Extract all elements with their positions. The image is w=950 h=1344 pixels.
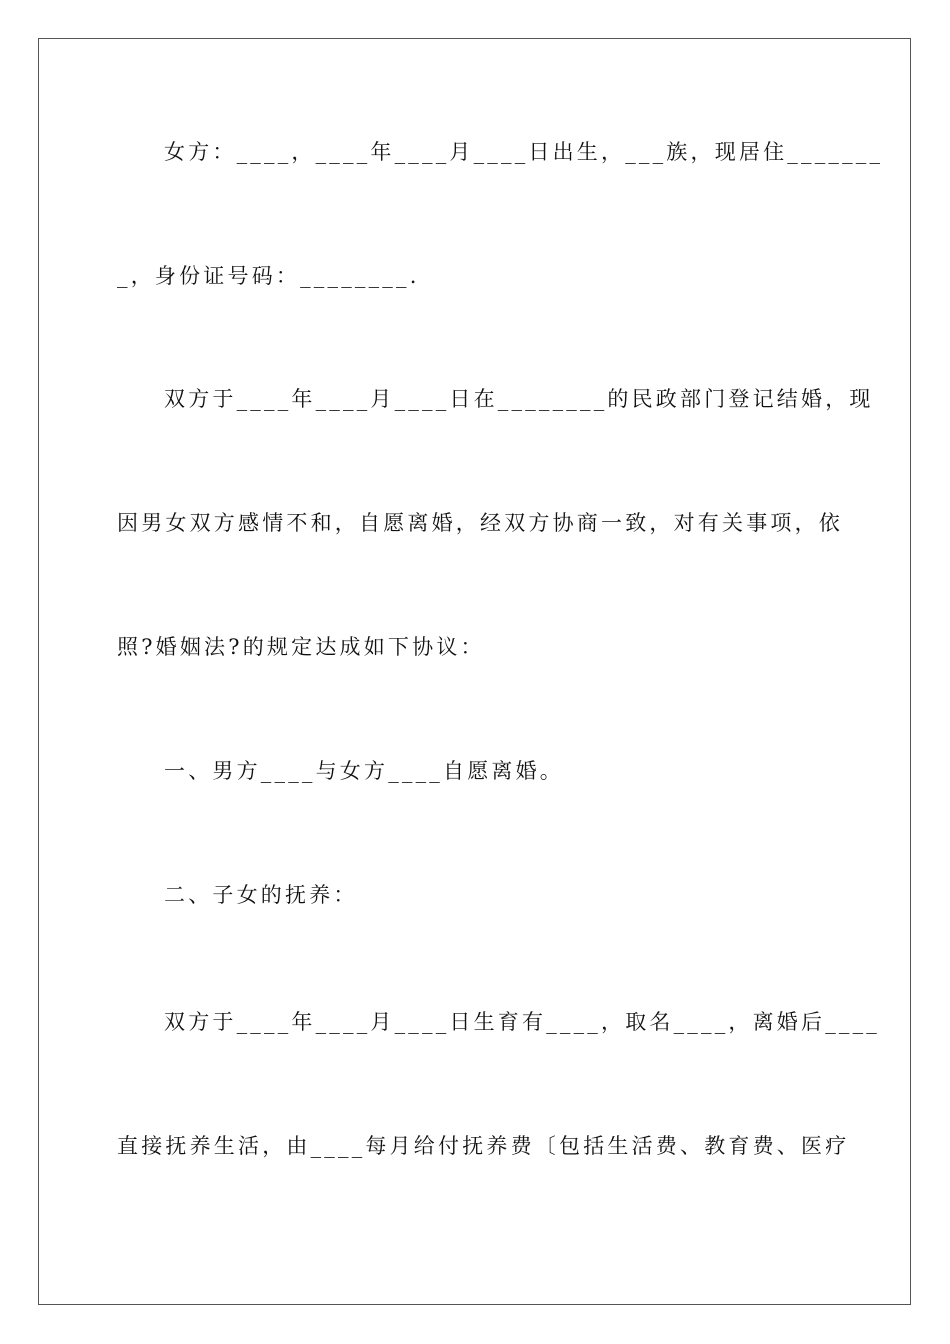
paragraph-female-party: 女方：____，____年____月____日出生，___族，现居住_______ bbox=[164, 140, 884, 164]
clause-one-divorce: 一、男方____与女方____自愿离婚。 bbox=[164, 759, 564, 783]
page-border bbox=[38, 38, 911, 1305]
clause-two-heading: 二、子女的抚养： bbox=[164, 883, 358, 907]
paragraph-child-support: 直接抚养生活，由____每月给付抚养费〔包括生活费、教育费、医疗 bbox=[117, 1134, 850, 1158]
paragraph-divorce-reason: 因男女双方感情不和，自愿离婚，经双方协商一致，对有关事项，依 bbox=[117, 511, 843, 535]
paragraph-agreement-basis: 照?婚姻法?的规定达成如下协议： bbox=[117, 635, 485, 659]
paragraph-id-number: _，身份证号码：________. bbox=[117, 264, 420, 288]
paragraph-child-birth: 双方于____年____月____日生育有____，取名____，离婚后____ bbox=[164, 1010, 880, 1034]
paragraph-marriage-registration: 双方于____年____月____日在________的民政部门登记结婚，现 bbox=[164, 387, 874, 411]
